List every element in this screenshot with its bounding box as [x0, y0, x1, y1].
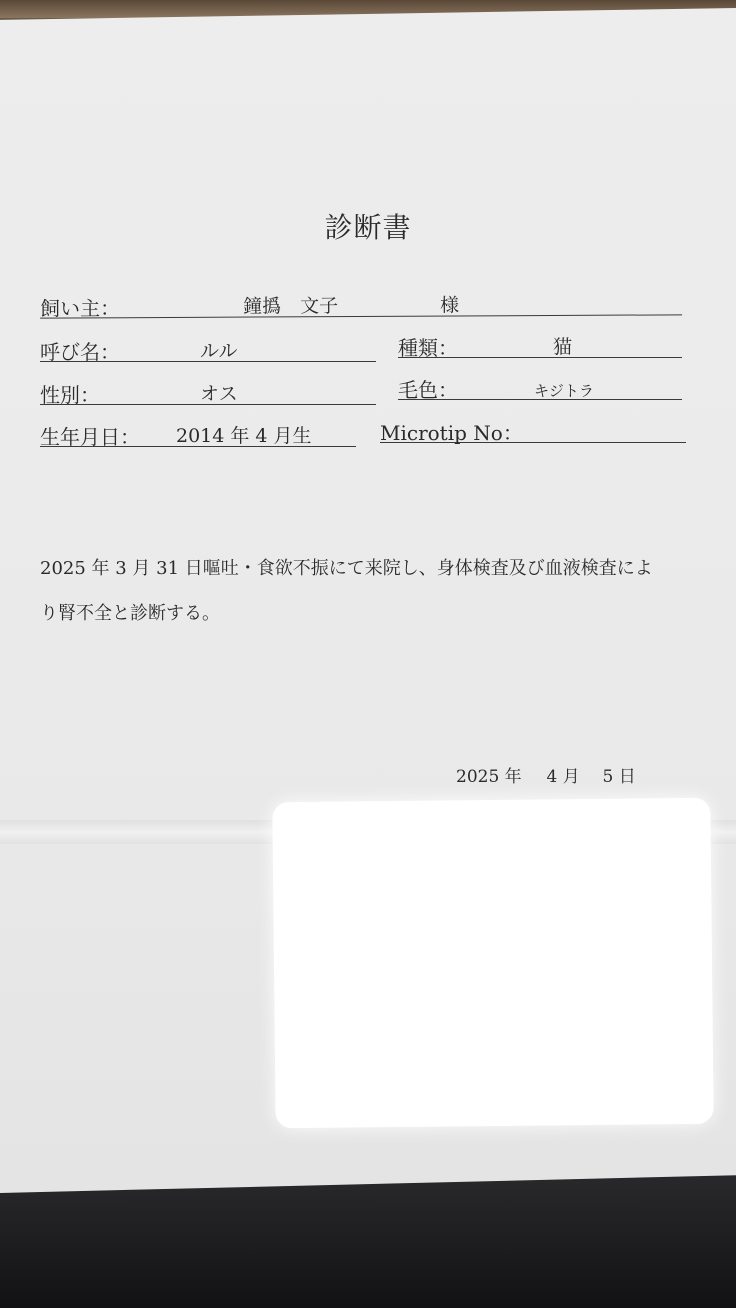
- owner-value: 鐘撝 文子: [242, 295, 339, 318]
- issue-date-year: 2025 年: [456, 767, 522, 787]
- coat-color-value: キジトラ: [534, 382, 594, 400]
- redaction-sticker: [272, 798, 713, 1129]
- coat-color-field: [398, 365, 682, 400]
- pet-name-value: ルル: [200, 340, 238, 362]
- species-field: [398, 323, 682, 358]
- sex-label: 性別：: [40, 383, 100, 407]
- issue-date: [456, 762, 638, 787]
- issue-date-month: 4 月: [546, 767, 580, 787]
- birth-date-label: 生年月日：: [40, 425, 140, 449]
- table-surface-bottom: [0, 1170, 736, 1308]
- document-title: 診断書: [324, 211, 412, 244]
- species-value: 猫: [553, 336, 573, 358]
- coat-color-label: 毛色：: [398, 378, 458, 402]
- birth-date-field: [40, 412, 356, 447]
- owner-suffix: 様: [439, 294, 460, 317]
- sex-field: [40, 370, 376, 405]
- issue-date-day: 5 日: [602, 767, 636, 787]
- species-label: 種類：: [398, 336, 458, 360]
- diagnosis-line-2: り腎不全と診断する。: [40, 603, 220, 624]
- microchip-field: [380, 408, 686, 443]
- owner-label: 飼い主：: [39, 296, 121, 321]
- birth-date-value: 2014 年 4 月生: [176, 425, 312, 447]
- pet-name-field: [40, 327, 376, 362]
- diagnosis-line-1: 2025 年 3 月 31 日嘔吐・食欲不振にて来院し、身体検査及び血液検査によ: [40, 558, 653, 579]
- sex-value: オス: [200, 383, 238, 405]
- owner-field: [39, 280, 682, 321]
- microchip-label: Microtip No：: [380, 421, 523, 445]
- pet-name-label: 呼び名：: [40, 340, 120, 364]
